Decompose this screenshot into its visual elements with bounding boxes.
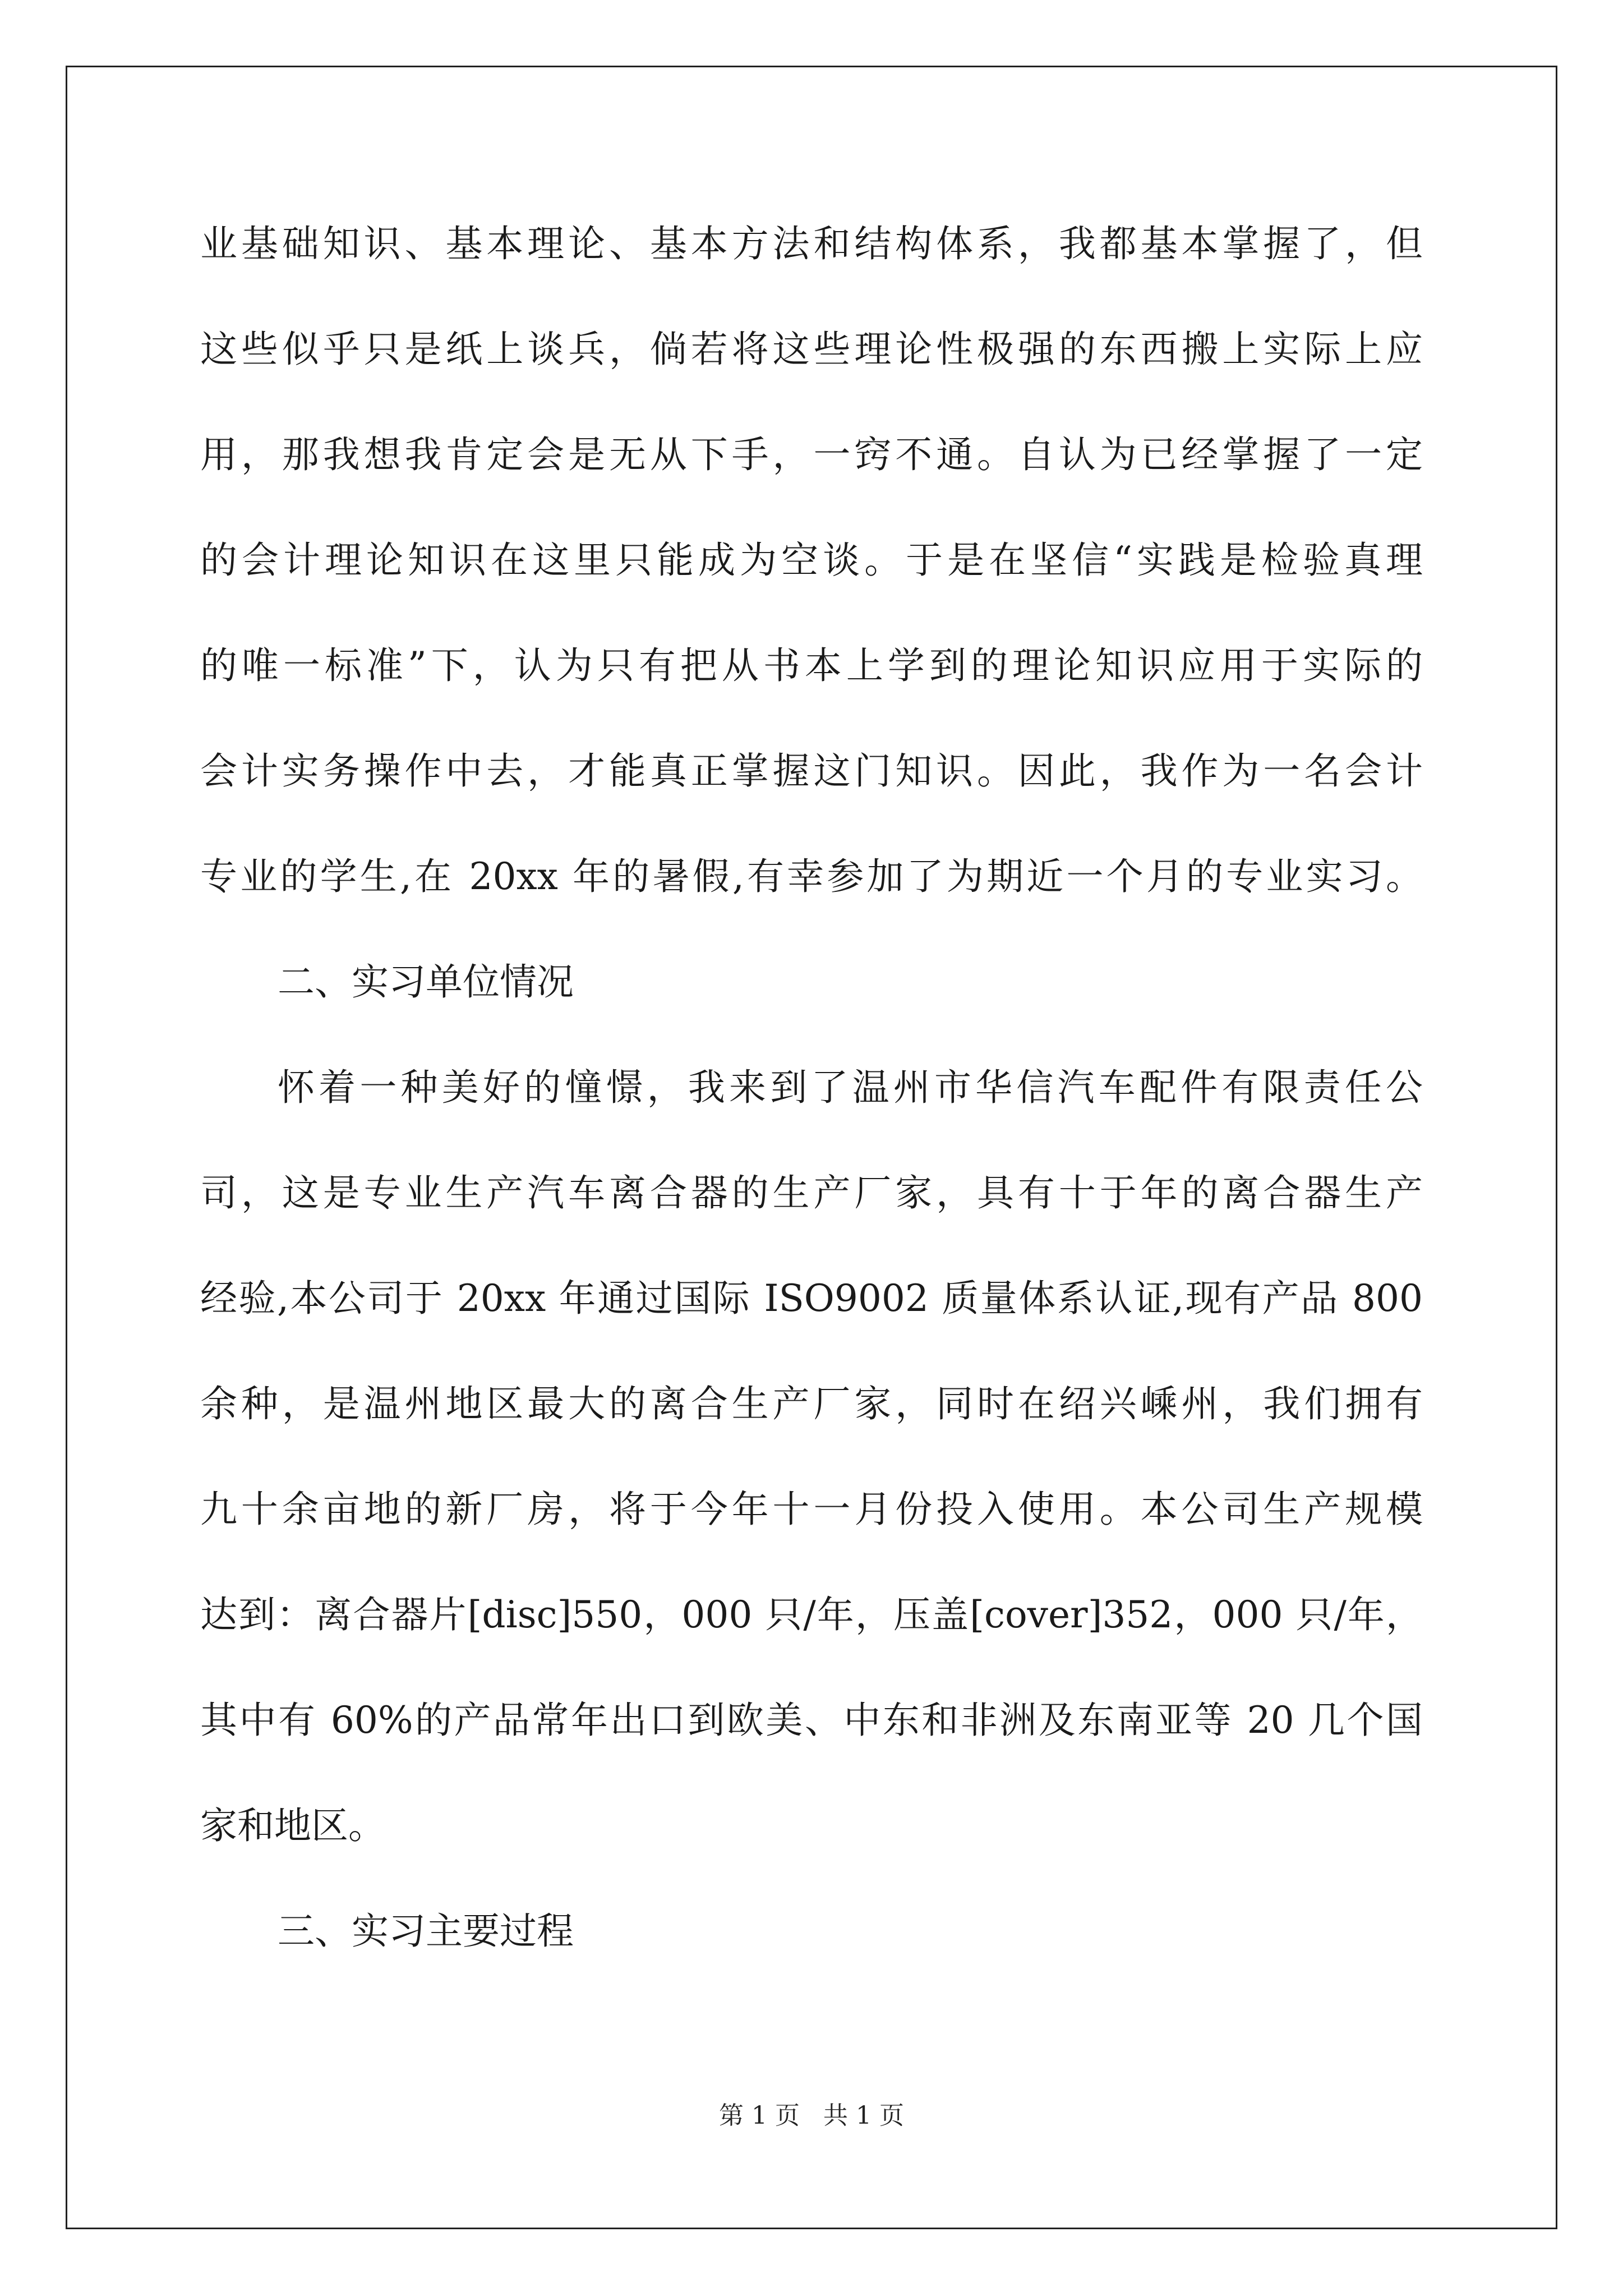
paragraph-line: 达到：离合器片[disc]550，000 只/年，压盖[cover]352，000 只/年， — [200, 1593, 1423, 1636]
paragraph-line: 家和地区。 — [200, 1804, 385, 1847]
page-number: 第 1 页 — [719, 2101, 800, 2130]
paragraph-line: 用，那我想我肯定会是无从下手，一窍不通。自认为已经掌握了一定 — [200, 433, 1423, 476]
paragraph-line: 的唯一标准”下，认为只有把从书本上学到的理论知识应用于实际的 — [200, 644, 1423, 687]
document-body — [200, 216, 1423, 2009]
paragraph-line: 业基础知识、基本理论、基本方法和结构体系，我都基本掌握了，但 — [200, 222, 1423, 265]
paragraph-line: 其中有 60%的产品常年出口到欧美、中东和非洲及东南亚等 20 几个国 — [200, 1699, 1423, 1742]
page-total: 共 1 页 — [823, 2101, 904, 2130]
paragraph-line: 经验,本公司于 20xx 年通过国际 ISO9002 质量体系认证,现有产品 800 — [200, 1277, 1423, 1320]
section-heading: 三、实习主要过程 — [278, 1910, 574, 1953]
paragraph-line: 专业的学生,在 20xx 年的暑假,有幸参加了为期近一个月的专业实习。 — [200, 855, 1423, 898]
paragraph-line: 司，这是专业生产汽车离合器的生产厂家，具有十于年的离合器生产 — [200, 1171, 1423, 1214]
paragraph-line: 余种，是温州地区最大的离合生产厂家，同时在绍兴嵊州，我们拥有 — [200, 1382, 1423, 1425]
paragraph-line: 会计实务操作中去，才能真正掌握这门知识。因此，我作为一名会计 — [200, 749, 1423, 793]
paragraph-line: 怀着一种美好的憧憬，我来到了温州市华信汽车配件有限责任公 — [278, 1066, 1423, 1109]
page-footer — [0, 2099, 1623, 2133]
paragraph-line: 这些似乎只是纸上谈兵，倘若将这些理论性极强的东西搬上实际上应 — [200, 328, 1423, 371]
paragraph-line: 九十余亩地的新厂房，将于今年十一月份投入使用。本公司生产规模 — [200, 1488, 1423, 1531]
paragraph-line: 的会计理论知识在这里只能成为空谈。于是在坚信“实践是检验真理 — [200, 539, 1423, 582]
section-heading: 二、实习单位情况 — [278, 960, 574, 1004]
